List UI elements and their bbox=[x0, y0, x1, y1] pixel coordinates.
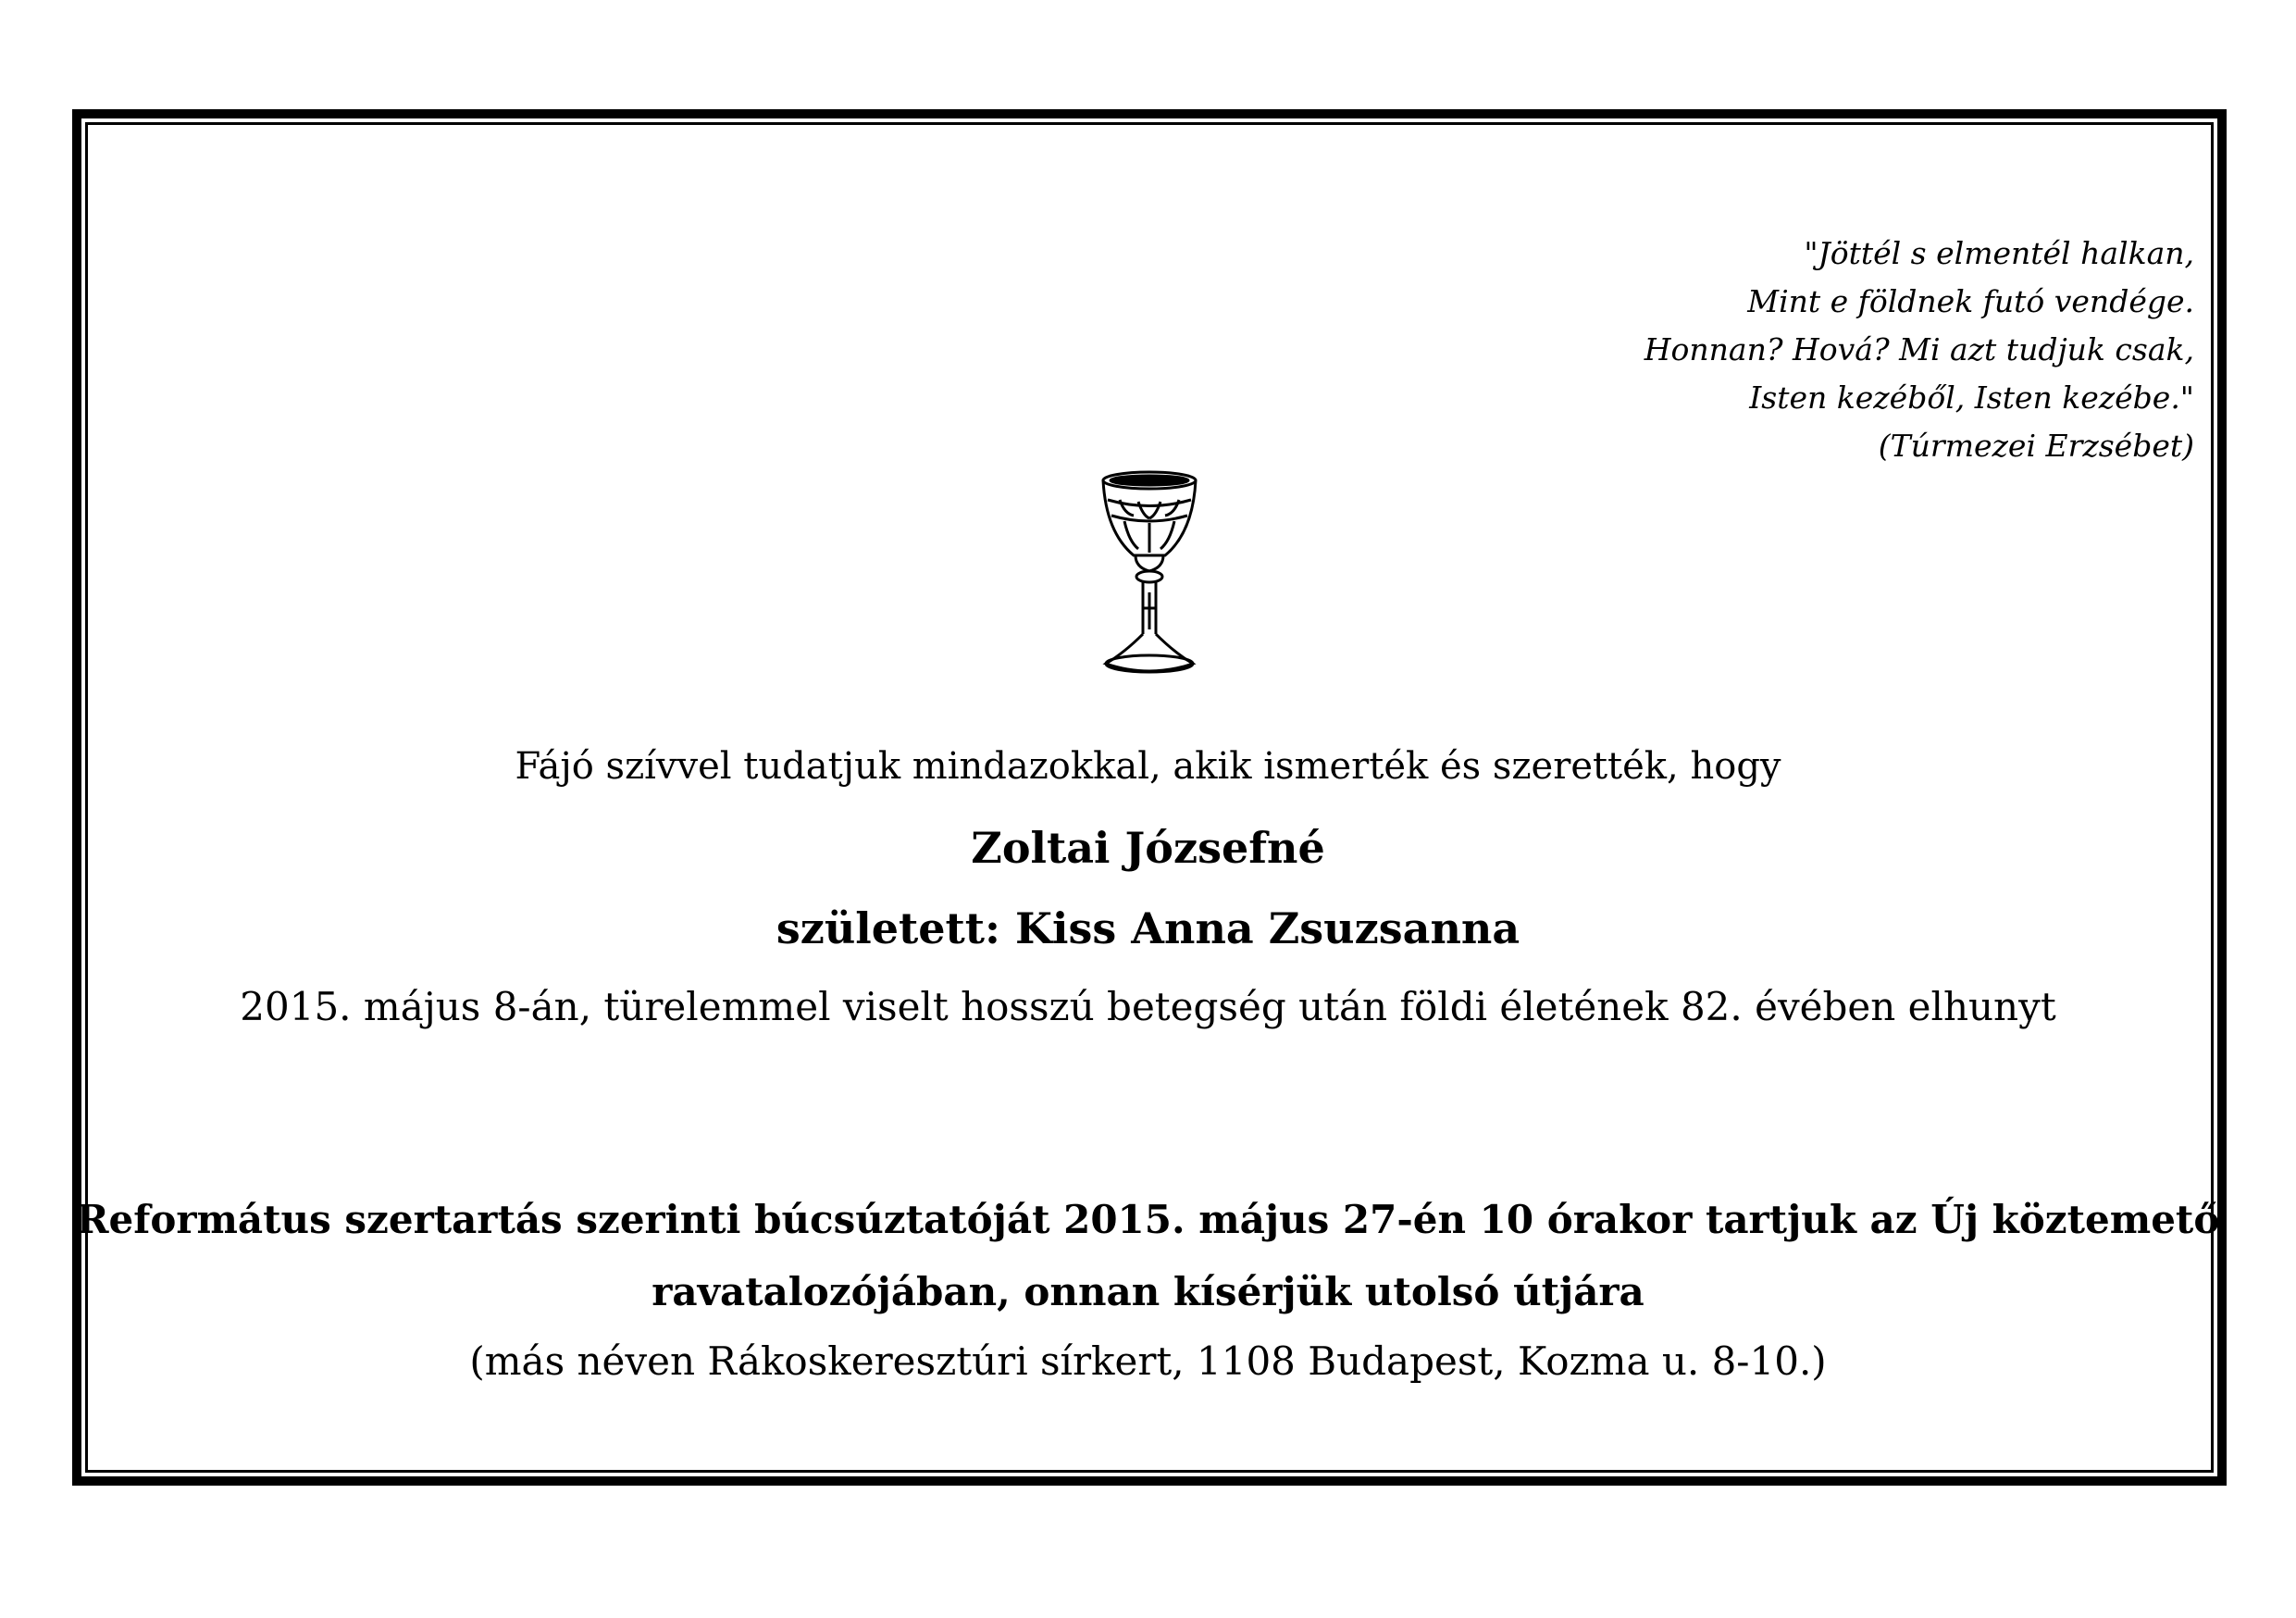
chalice-icon bbox=[1097, 467, 1203, 680]
cemetery-address: (más néven Rákoskeresztúri sírkert, 1108 Budapest, Kozma u. 8-10.) bbox=[469, 1338, 1827, 1384]
ceremony-line-2: ravatalozójában, onnan kísérjük utolsó útjára bbox=[652, 1269, 1644, 1314]
death-info: 2015. május 8-án, türelemmel viselt hosszú betegség után földi életének 82. évében elhunyt bbox=[240, 984, 2056, 1029]
deceased-name: Zoltai Józsefné bbox=[971, 823, 1325, 873]
poem-line-1: "Jöttél s elmentél halkan, bbox=[1804, 235, 2194, 271]
ceremony-line-1: Református szertartás szerinti búcsúztatóját 2015. május 27-én 10 órakor tartjuk az Új köztemető bbox=[76, 1197, 2220, 1242]
birth-name: született: Kiss Anna Zsuzsanna bbox=[776, 903, 1520, 953]
poem-line-2: Mint e földnek futó vendége. bbox=[1747, 283, 2194, 319]
poem-line-4: Isten kezéből, Isten kezébe." bbox=[1749, 380, 2194, 416]
poem-line-3: Honnan? Hová? Mi azt tudjuk csak, bbox=[1644, 331, 2194, 367]
poem-author: (Túrmezei Erzsébet) bbox=[1878, 428, 2194, 464]
intro-text: Fájó szívvel tudatjuk mindazokkal, akik ismerték és szerették, hogy bbox=[515, 745, 1781, 788]
poem-quote bbox=[1084, 230, 2194, 470]
